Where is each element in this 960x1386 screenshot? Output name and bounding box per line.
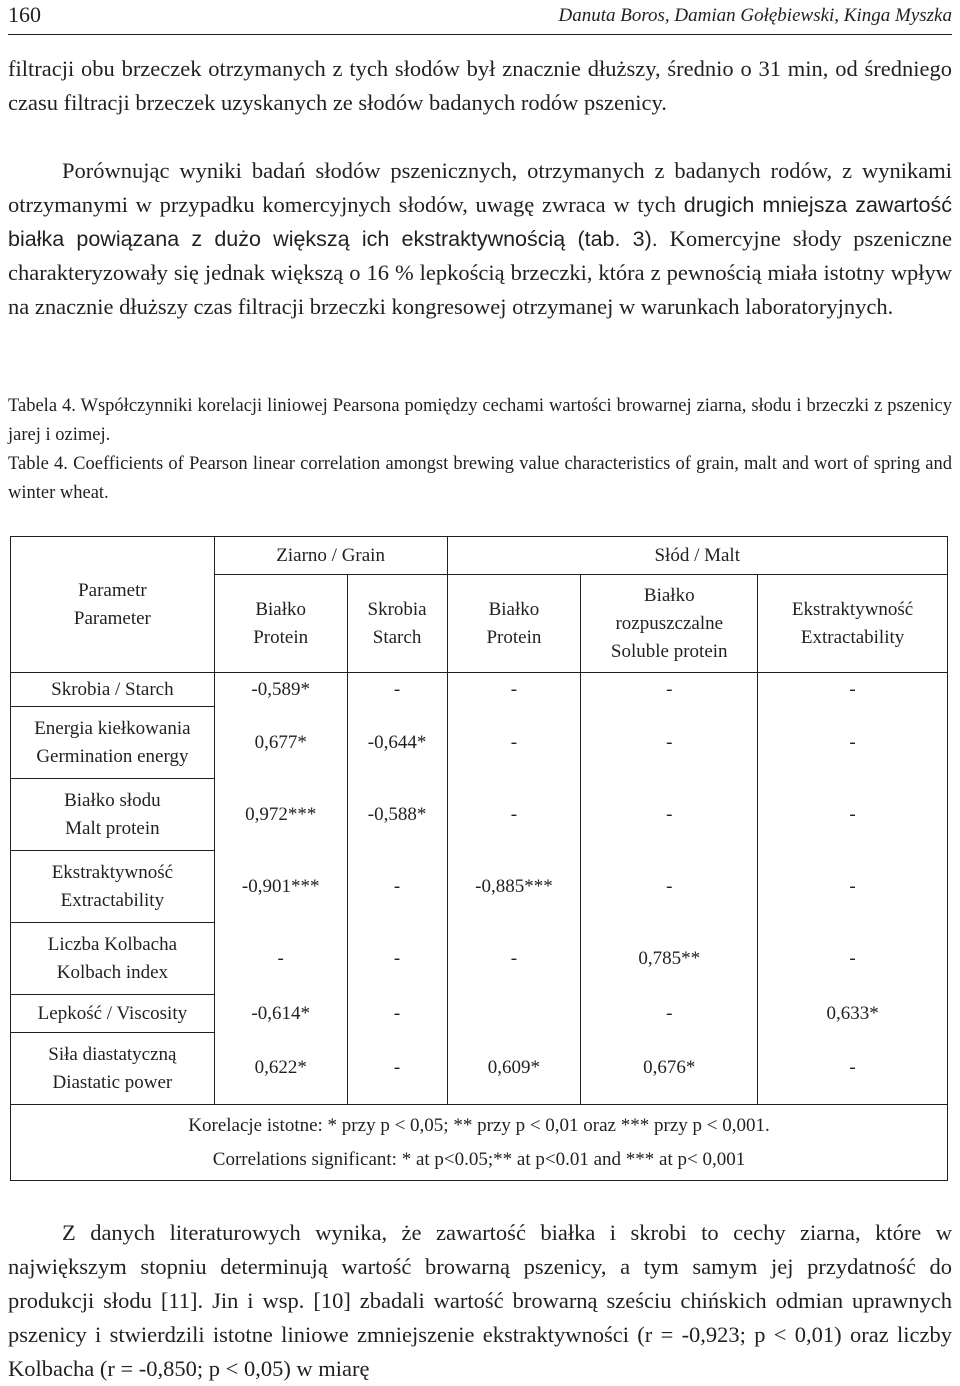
header-grain-protein [214,575,347,673]
header-starch-en: Starch [372,626,422,648]
caption-english-label: Table 4. [8,454,68,474]
table-cell: 0,785** [581,923,758,995]
row-label [11,779,215,851]
row-label [11,923,215,995]
table-cell: - [447,779,581,851]
table-cell: - [758,673,948,707]
header-starch [347,575,447,673]
row-label [11,1033,215,1105]
table-cell: - [447,707,581,779]
header-parameter-pl: Parametr [78,579,147,601]
paragraph-2-sans: drugich mniejsza zawartość białka powiązana z dużo większą ich ekstraktywnością (tab. 3). [8,193,952,251]
header-parameter-en: Parameter [73,607,151,629]
table-cell: -0,644* [347,707,447,779]
page-number: 160 [8,2,41,27]
header-extractability-pl: Ekstraktywność [791,598,914,620]
row-label: Skrobia / Starch [11,673,215,707]
table-cell: 0,633* [758,995,948,1033]
header-extractability-en: Extractability [800,626,905,648]
row-label-en: Kolbach index [56,961,169,983]
table-footnote-row [11,1105,948,1181]
table-footnote-en: Correlations significant: * at p<0.05;** at p<0.01 and *** at p< 0,001 [212,1148,746,1170]
row-label-pl: Energia kiełkowania [34,717,191,739]
caption-polish-label: Tabela 4. [8,396,76,416]
table-cell: - [447,673,581,707]
header-grain-protein-en: Protein [253,626,309,648]
page-header [8,0,952,35]
table-cell: - [581,851,758,923]
row-label-en: Extractability [60,889,165,911]
row-label [11,707,215,779]
table-cell: - [214,923,347,995]
header-soluble-protein-pl-1: Białko [643,584,695,606]
header-starch-pl: Skrobia [367,598,427,620]
table-row [11,851,948,923]
table-row [11,923,948,995]
table-cell: - [347,923,447,995]
header-malt-protein-pl: Białko [488,598,540,620]
header-extractability [758,575,948,673]
table-cell: - [347,995,447,1033]
paragraph-2 [8,154,952,324]
table-cell: - [581,995,758,1033]
paragraph-1: filtracji obu brzeczek otrzymanych z tych słodów był znacznie dłuższy, średnio o 31 min, od średniego czasu filtracji brzeczek uzyskanych ze słodów badanych rodów pszenicy. [8,56,952,115]
table-cell: - [347,1033,447,1105]
row-label-pl: Białko słodu [64,789,161,811]
row-label-pl: Siła diastatyczną [48,1043,177,1065]
table-cell [447,995,581,1033]
table-cell: - [758,1033,948,1105]
table-cell: 0,677* [214,707,347,779]
table-cell: 0,622* [214,1033,347,1105]
caption-polish-text: Współczynniki korelacji liniowej Pearsona pomiędzy cechami wartości browarnej ziarna, słodu i brzeczki z pszenicy jarej i ozimej. [8,396,952,445]
table-cell: - [758,923,948,995]
table-cell: -0,614* [214,995,347,1033]
paragraph-2-serif: Porównując wyniki badań słodów pszenicznych, otrzymanych z badanych rodów, z wynikami otrzymanymi w przypadku komercyjnych słodów, uwagę zwraca w tych [8,158,952,217]
correlation-table [10,536,948,1181]
table-cell: 0,676* [581,1033,758,1105]
table-cell: - [758,707,948,779]
caption-english [8,450,952,508]
table-cell: 0,972*** [214,779,347,851]
table-row [11,1033,948,1105]
paragraph-3: Z danych literaturowych wynika, że zawartość białka i skrobi to cechy ziarna, które w największym stopniu determinują wartość browarną pszenicy, a tym samym jej przydatność do produkcji słodu [11]. Jin i wsp. [10] zbadali wartość browarną sześciu chińskich odmian uprawnych pszenicy i stwierdzili istotne liniowe zmniejszenie ekstraktywności (r = -0,923; p < 0,01) oraz liczby Kolbacha (r = -0,850; p < 0,05) w miarę [8,1220,952,1381]
row-label-pl: Liczba Kolbacha [47,933,177,955]
table-cell: -0,588* [347,779,447,851]
row-label-en: Diastatic power [52,1071,173,1093]
header-soluble-protein-en: Soluble protein [610,640,728,662]
table-cell: - [581,707,758,779]
header-group-grain: Ziarno / Grain [214,537,447,575]
row-label [11,851,215,923]
header-soluble-protein [581,575,758,673]
table-cell: - [347,673,447,707]
table-row [11,995,948,1033]
caption-english-text: Coefficients of Pearson linear correlation amongst brewing value characteristics of grain, malt and wort of spring and winter wheat. [8,454,952,503]
table-cell: - [581,673,758,707]
row-label-en: Malt protein [65,817,160,839]
header-group-malt: Słód / Malt [447,537,948,575]
row-label-pl: Ekstraktywność [51,861,174,883]
header-malt-protein-en: Protein [486,626,542,648]
table-footnote [11,1105,948,1181]
table-row [11,673,948,707]
running-head-authors: Danuta Boros, Damian Gołębiewski, Kinga Myszka [558,5,952,26]
row-label-en: Germination energy [36,745,189,767]
table-header-row-1 [11,537,948,575]
table-cell: - [347,851,447,923]
row-label: Lepkość / Viscosity [11,995,215,1033]
header-soluble-protein-pl-2: rozpuszczalne [615,612,724,634]
header-grain-protein-pl: Białko [255,598,307,620]
table-row [11,707,948,779]
table-cell: -0,589* [214,673,347,707]
paragraph-2-rest: Komercyjne słody pszeniczne charakteryzowały się jednak większą o 16 % lepkością brzeczki, która z pewnością miała istotny wpływ na znacznie dłuższy czas filtracji brzeczki kongresowej otrzymanej w warunkach laboratoryjnych. [8,226,952,319]
table-cell: - [447,923,581,995]
caption-polish [8,392,952,450]
table-cell: -0,901*** [214,851,347,923]
header-malt-protein [447,575,581,673]
table-cell: -0,885*** [447,851,581,923]
header-parameter [11,537,215,673]
table-row [11,779,948,851]
table-footnote-pl: Korelacje istotne: * przy p < 0,05; ** przy p < 0,01 oraz *** przy p < 0,001. [188,1114,770,1136]
table-cell: 0,609* [447,1033,581,1105]
table-cell: - [581,779,758,851]
table-cell: - [758,851,948,923]
table-cell: - [758,779,948,851]
